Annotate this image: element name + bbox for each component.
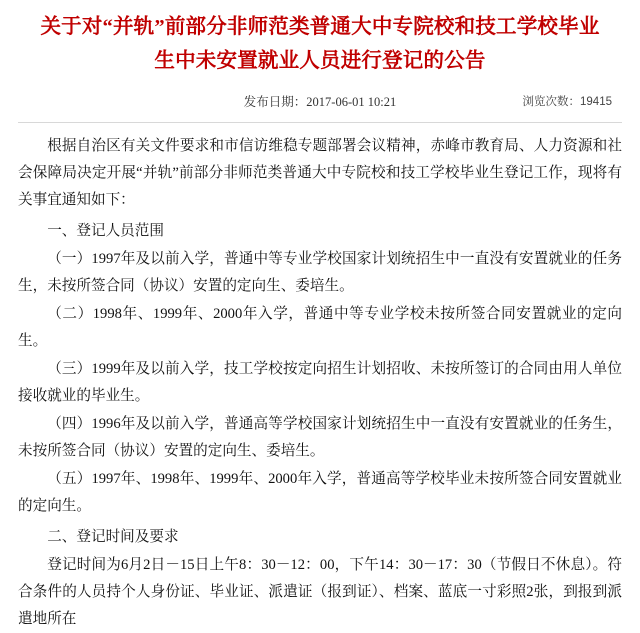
paragraph-item-5: （五）1997年、1998年、1999年、2000年入学，普通高等学校毕业未按所签合同安置就业的定向生。 (18, 471, 622, 514)
paragraph-item-1: （一）1997年及以前入学，普通中等专业学校国家计划统招生中一直没有安置就业的任务生，未按所签合同（协议）安置的定向生、委培生。 (18, 251, 622, 294)
section-heading-time: 二、登记时间及要求 (47, 529, 179, 545)
paragraph-intro: 根据自治区有关文件要求和市信访维稳专题部署会议精神，赤峰市教育局、人力资源和社会保障局决定开展“并轨”前部分非师范类普通大中专院校和技工学校毕业生登记工作，现将有关事宜通知如下： (18, 138, 622, 208)
publish-date: 发布日期：2017-06-01 10:21 (243, 95, 397, 109)
section-heading-scope: 一、登记人员范围 (47, 223, 164, 239)
paragraph-item-4: （四）1996年及以前入学，普通高等学校国家计划统招生中一直没有安置就业的任务生，未按所签合同（协议）安置的定向生、委培生。 (18, 416, 622, 459)
document-body (18, 133, 622, 633)
document-meta (18, 92, 622, 118)
paragraph-item-2: （二）1998年、1999年、2000年入学，普通中等专业学校未按所签合同安置就业的定向生。 (18, 306, 622, 349)
page-title-line-2: 生中未安置就业人员进行登记的公告 (154, 50, 486, 72)
page-title (18, 0, 622, 78)
paragraph-time-requirements: 登记时间为6月2日－15日上午8：30－12：00，下午14：30－17：30（节假日不休息）。符合条件的人员持个人身份证、毕业证、派遣证（报到证）、档案、蓝底一寸彩照2张，到报到派遣地所在 (18, 557, 622, 627)
paragraph-item-3: （三）1999年及以前入学，技工学校按定向招生计划招收、未按所签订的合同由用人单位接收就业的毕业生。 (18, 361, 622, 404)
view-count: 浏览次数：19415 (522, 96, 612, 108)
header-divider (18, 122, 622, 123)
page-title-line-1: 关于对“并轨”前部分非师范类普通大中专院校和技工学校毕业 (40, 16, 600, 38)
